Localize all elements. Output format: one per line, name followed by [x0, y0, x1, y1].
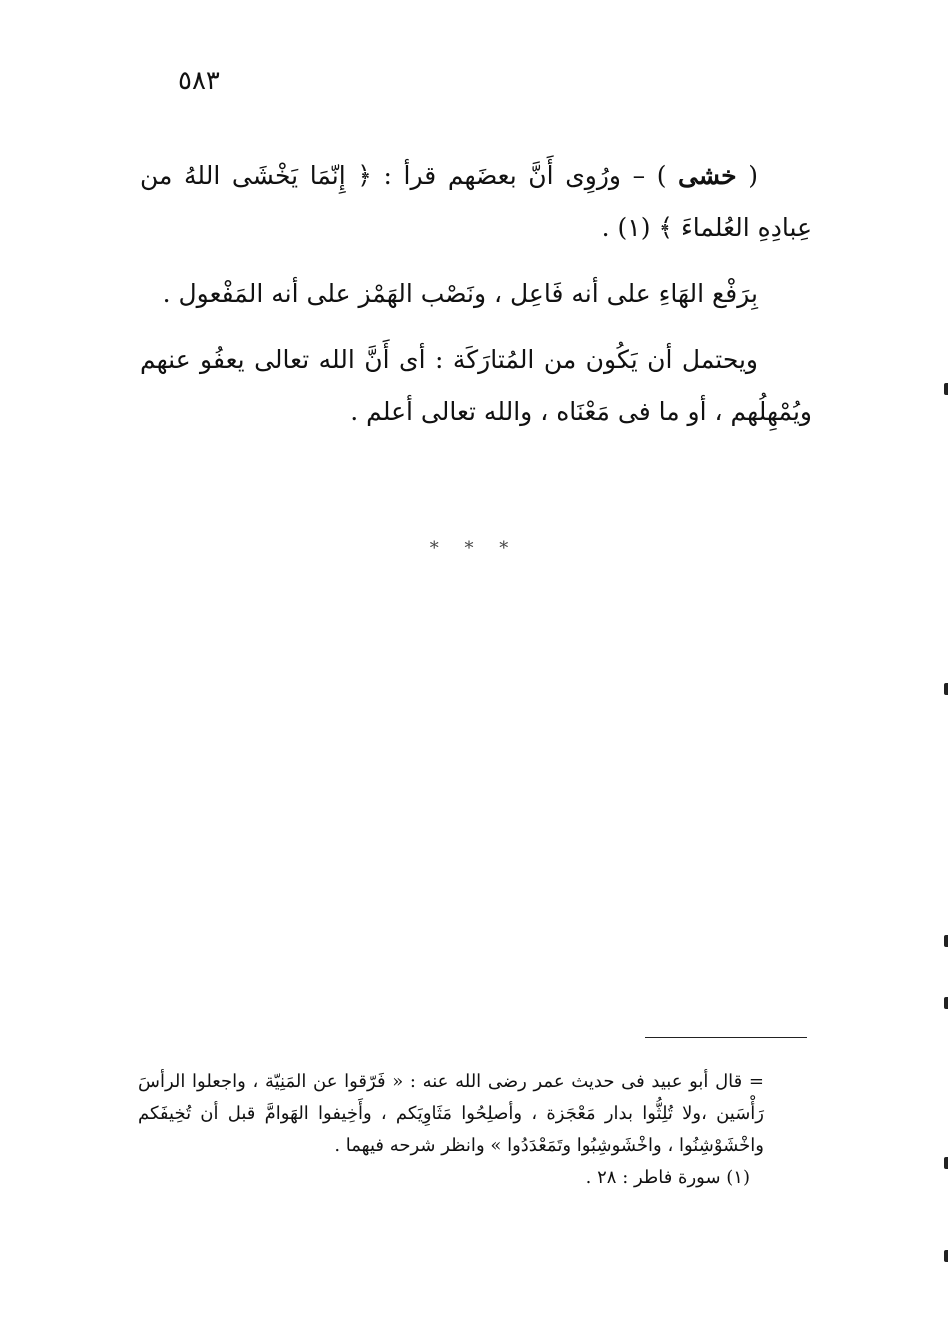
term-open-paren: (	[736, 161, 758, 190]
section-separator: * * *	[429, 538, 519, 559]
entry-paragraph-3: ويحتمل أن يَكُون من المُتارَكَة : أى أَنَّ الله تعالى يعفُو عنهم ويُمْهِلُهم ، أو ما فى مَعْنَاه ، والله تعالى أعلم .	[140, 345, 812, 426]
term-close-paren: )	[656, 161, 679, 190]
footnote-continuation: = قال أبو عبيد فى حديث عمر رضى الله عنه : « فَرّقوا عن المَنِيّة ، واجعلوا الرأسَ رَأْسَين ،ولا تُلِثُّوا بدار مَعْجَزة ، وأصلِحُوا مَثَاوِيَكم ، وأَخِيفوا الهَوامَّ قبل أن تُخِيفَكم واخْشَوْشِنُوا ، واخْشَوشِبُوا وتَمَعْدَدُوا » وانظر شرحه فيهما .	[138, 1071, 764, 1156]
edge-scan-mark	[944, 997, 948, 1009]
edge-scan-mark	[944, 1157, 948, 1169]
footnote-1: (١) سورة فاطر : ٢٨ .	[585, 1167, 750, 1188]
page-number: ٥٨٣	[178, 66, 220, 96]
edge-scan-mark	[944, 383, 948, 395]
edge-scan-mark	[944, 683, 948, 695]
footnotes	[138, 1066, 764, 1194]
edge-scan-mark	[944, 1250, 948, 1262]
entry-paragraph-1	[140, 150, 812, 254]
edge-scan-mark	[944, 935, 948, 947]
headword: خشى	[678, 161, 737, 190]
entry-paragraph-2: بِرَفْع الهَاءِ على أنه فَاعِل ، ونَصْب الهَمْز على أنه المَفْعول .	[162, 279, 758, 308]
footnote-divider	[645, 1037, 807, 1038]
entry-paragraph-1-text: – ورُوِى أَنَّ بعضَهم قرأ : ﴿ إِنّمَا يَخْشَى اللهُ من عِبادِهِ العُلماءَ ﴾ (١) .	[140, 161, 812, 242]
